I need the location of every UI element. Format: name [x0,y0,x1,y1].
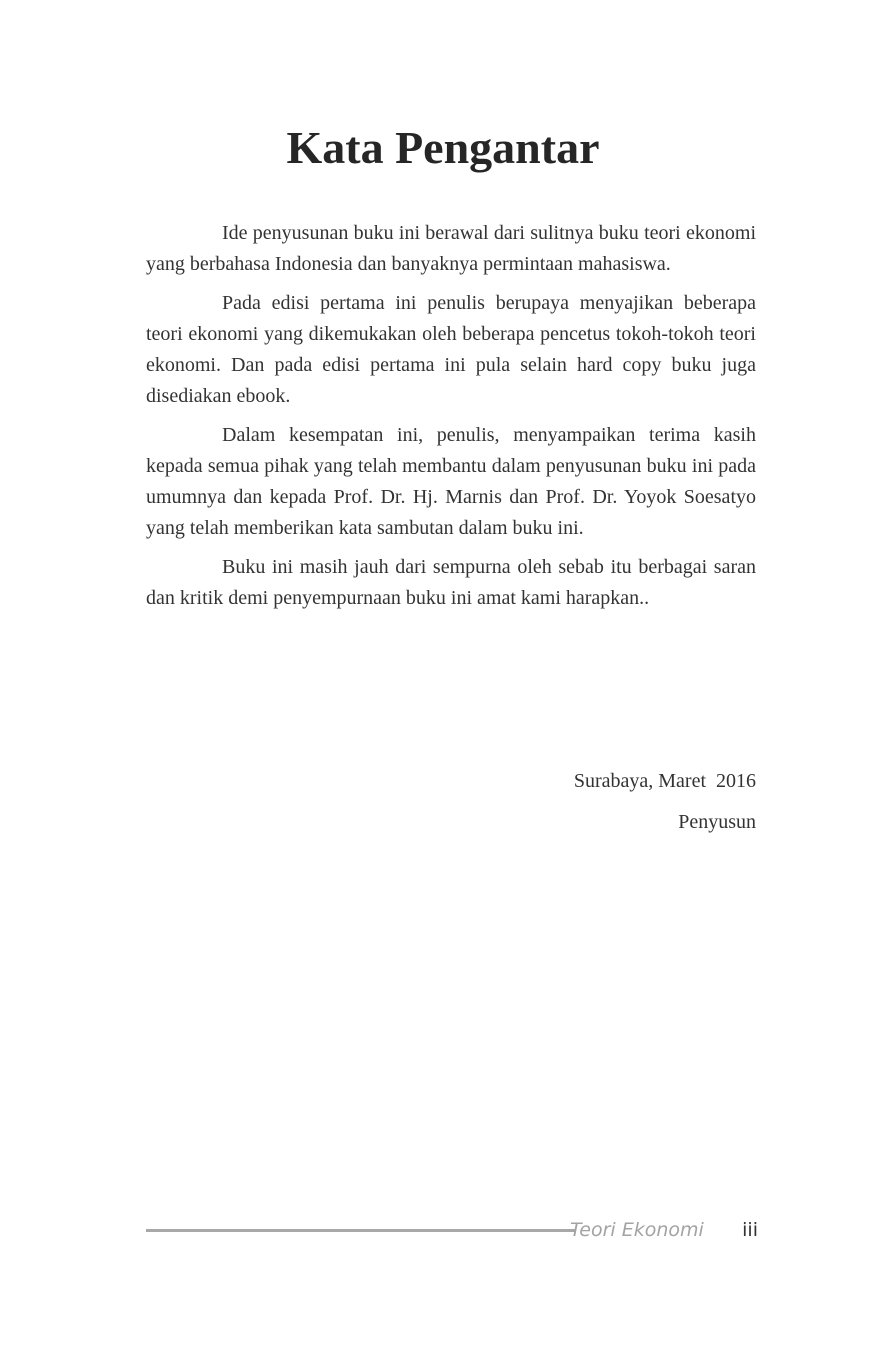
paragraph-4: Buku ini masih jauh dari sempurna oleh sebab itu berbagai saran dan kritik demi penyempurnaan buku ini amat kami harapkan.. [146,556,756,609]
page-number: iii [742,1219,758,1241]
page-title: Kata Pengantar [286,122,600,173]
footer-divider [146,1229,576,1232]
page-footer [146,1216,758,1246]
signature-author: Penyusun [678,811,756,833]
paragraph-3: Dalam kesempatan ini, penulis, menyampaikan terima kasih kepada semua pihak yang telah membantu dalam penyusunan buku ini pada umumnya dan kepada Prof. Dr. Hj. Marnis dan Prof. Dr. Yoyok Soesatyo yang telah memberikan kata sambutan dalam buku ini. [146,424,756,539]
paragraph-2: Pada edisi pertama ini penulis berupaya menyajikan beberapa teori ekonomi yang dikemukakan oleh beberapa pencetus tokoh-tokoh teori ekonomi. Dan pada edisi pertama ini pula selain hard copy buku juga disediakan ebook. [146,292,756,407]
preface-body [146,218,756,622]
paragraph-1: Ide penyusunan buku ini berawal dari sulitnya buku teori ekonomi yang berbahasa Indonesia dan banyaknya permintaan mahasiswa. [146,222,756,275]
footer-book-title: Teori Ekonomi [570,1219,704,1241]
signature-block [574,766,756,848]
signature-place-date: Surabaya, Maret 2016 [573,770,756,792]
